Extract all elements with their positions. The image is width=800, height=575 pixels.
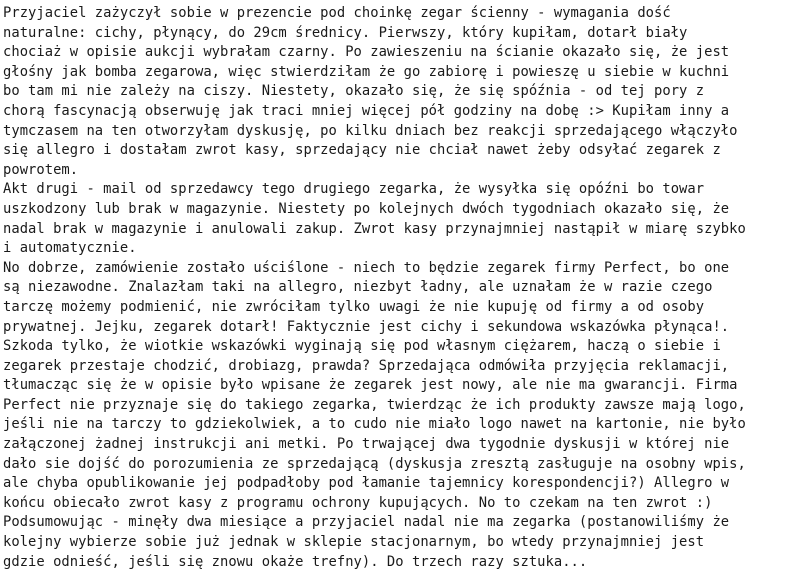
text-line: chorą fascynacją obserwuję jak traci mniej więcej pół godziny na dobę :> Kupiłam inny a [3, 102, 730, 119]
text-line: i automatycznie. [3, 240, 137, 257]
text-line: dało sie dojść do porozumienia ze sprzedającą (dyskusja zresztą zasługuje na osobny wpis, [3, 455, 746, 472]
text-line: uszkodzony lub brak w magazynie. Niestety po kolejnych dwóch tygodniach okazało się, że [3, 200, 730, 217]
text-line: Akt drugi - mail od sprzedawcy tego drugiego zegarka, że wysyłka się opóźni bo towar [3, 181, 705, 198]
text-line: załączonej żadnej instrukcji ani metki. Po trwającej dwa tygodnie dyskusji w której nie [3, 436, 730, 453]
text-line: tłumacząc się że w opisie było wpisane że zegarek jest nowy, ale nie ma gwarancji. Firma [3, 377, 738, 394]
text-line: Szkoda tylko, że wiotkie wskazówki wyginają się pod własnym ciężarem, haczą o siebie i [3, 338, 721, 355]
text-line: Przyjaciel zażyczył sobie w prezencie pod choinkę zegar ścienny - wymagania dość [3, 5, 671, 21]
text-line: tymczasem na ten otworzyłam dyskusję, po kilku dniach bez reakcji sprzedającego włączyło [3, 122, 738, 139]
text-line: prywatnej. Jejku, zegarek dotarł! Faktycznie jest cichy i sekundowa wskazówka płynąca!. [3, 318, 730, 335]
text-line: powrotem. [3, 161, 79, 178]
text-line: nadal brak w magazynie i anulowali zakup. Zwrot kasy przynajmniej nastąpił w miarę szybko [3, 220, 746, 237]
text-line: bo tam mi nie zależy na ciszy. Niestety, okazało się, że się spóźnia - od tej pory z [3, 83, 705, 100]
text-line: jeśli nie na tarczy to gdziekolwiek, a to cudo nie miało logo nawet na kartonie, nie było [3, 416, 746, 433]
text-line: końcu obiecało zwrot kasy z programu ochrony kupujących. No to czekam na ten zwrot :) [3, 494, 713, 511]
text-line: się allegro i dostałam zwrot kasy, sprzedający nie chciał nawet żeby odsyłać zegarek z [3, 142, 721, 159]
text-line: gdzie odnieść, jeśli się znowu okaże trefny). Do trzech razy sztuka... [3, 553, 588, 570]
text-line: kolejny wybierze sobie już jednak w sklepie stacjonarnym, bo wtedy przynajmniej jest [3, 534, 705, 551]
text-line: chociaż w opisie aukcji wybrałam czarny. Po zawieszeniu na ścianie okazało się, że jest [3, 44, 730, 61]
text-line: No dobrze, zamówienie zostało uściślone - niech to będzie zegarek firmy Perfect, bo one [3, 259, 730, 276]
text-line: Podsumowując - minęły dwa miesiące a przyjaciel nadal nie ma zegarka (postanowiliśmy że [3, 514, 730, 531]
text-line: Perfect nie przyznaje się do takiego zegarka, twierdząc że ich produkty zawsze mają logo, [3, 396, 746, 413]
text-line: są niezawodne. Znalazłam taki na allegro, niezbyt ładny, ale uznałam że w razie czego [3, 279, 713, 296]
text-line: tarczę możemy podmienić, nie zwróciłam tylko uwagi że nie kupuję od firmy a od osoby [3, 298, 705, 315]
text-line: zegarek przestaje chodzić, drobiazg, prawda? Sprzedająca odmówiła przyjęcia reklamacji, [3, 357, 730, 374]
text-line: ale chyba opublikowanie jej podpadłoby pod łamanie tajemnicy korespondencji?) Allegro w [3, 475, 730, 492]
text-line: głośny jak bomba zegarowa, więc stwierdziłam że go zabiorę i powieszę u siebie w kuchni [3, 63, 730, 80]
text-line: naturalne: cichy, płynący, do 29cm średnicy. Pierwszy, który kupiłam, dotarł biały [3, 24, 688, 41]
